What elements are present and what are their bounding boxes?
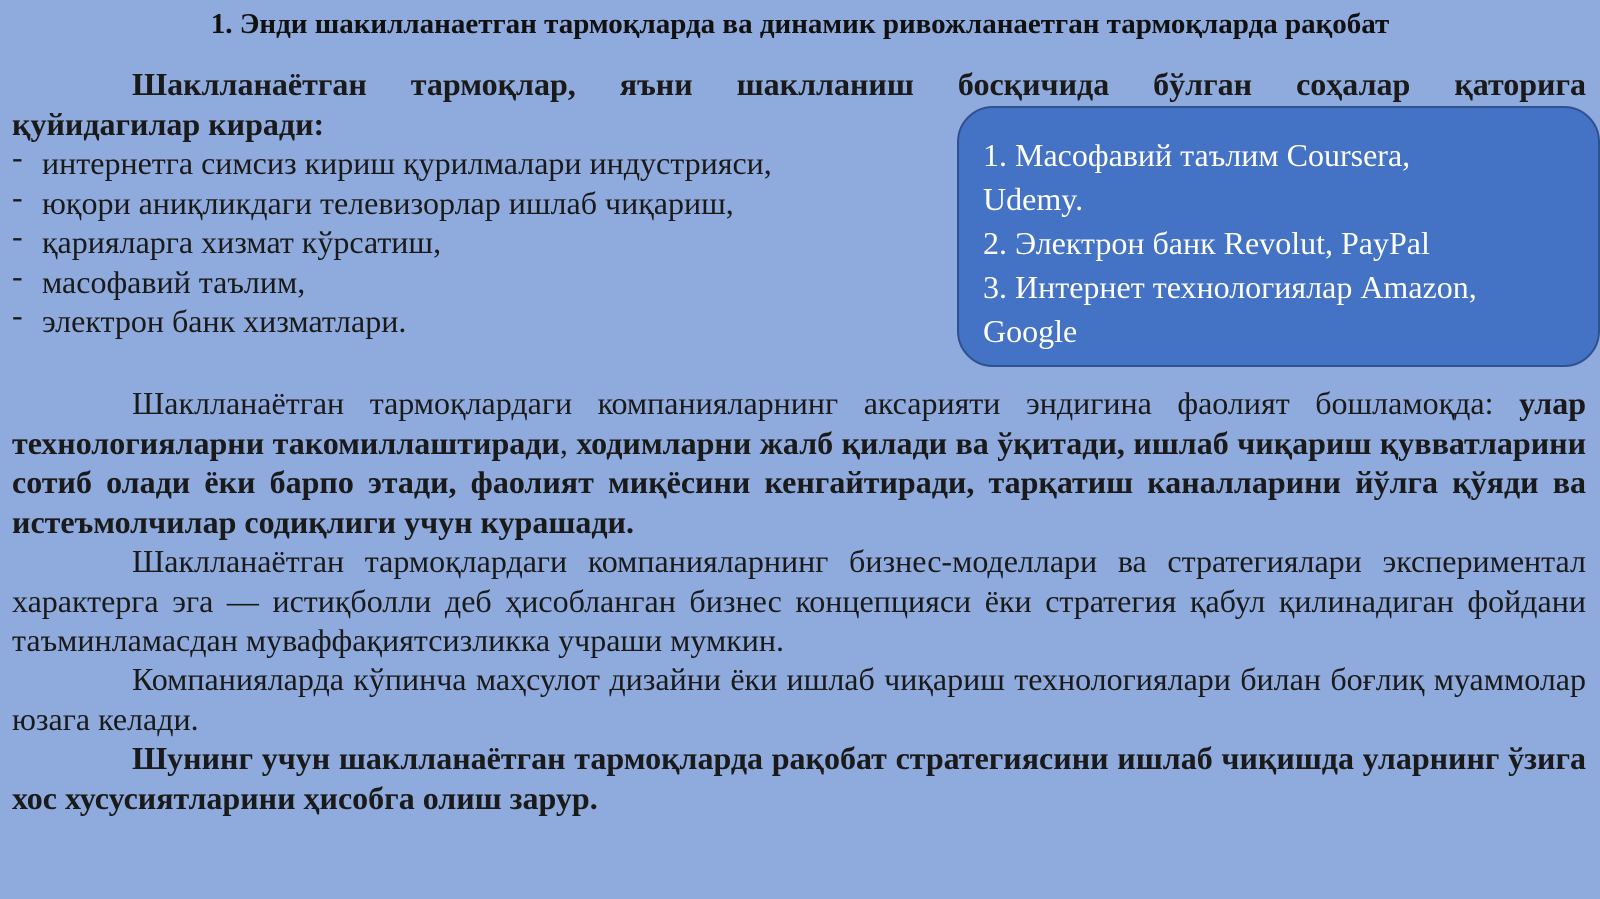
intro-line-1: Шаклланаётган тармоқлар, яъни шаклланиш босқичида бўлган соҳалар қаторига (132, 66, 1586, 102)
paragraph-startups (12, 384, 1586, 542)
dash-bullet: - (12, 178, 23, 215)
list-item: - интернетга симсиз кириш қурилмалари индустрияси, (12, 139, 772, 181)
list-item: - қарияларга хизмат кўрсатиш, (12, 218, 442, 260)
list-item: - масофавий таълим, (12, 257, 306, 300)
callout-line: Google (983, 313, 1078, 349)
callout-line: Udemy. (983, 181, 1084, 217)
paragraph-conclusion (12, 739, 1586, 818)
intro-line-2: қуйидагилар киради: (12, 106, 325, 142)
dash-bullet: - (12, 257, 23, 294)
para1-bold-b: ходимларни жалб қилади ва ўқитади, ишлаб чиқариш қувватларини сотиб олади ёки барпо этади, фаолият миқёсини кенгайтиради, тарқатиш каналларини йўлга қўяди ва истеъмолчилар содиқлиги учун курашади. (12, 424, 1587, 540)
slide-title: 1. Энди шакилланаетган тармоқларда ва динамик ривожланаетган тармоқларда рақобат (210, 8, 1390, 40)
para2-text: Шаклланаётган тармоқлардаги компанияларнинг бизнес-моделлари ва стратегиялари экспериментал характерга эга — истиқболли деб ҳисобланган бизнес концепцияси ёки стратегия қабул қилинадиган фойдани таъминламасдан муваффақиятсизликка учраши мумкин. (12, 543, 1586, 658)
list-item: - юқори аниқликдаги телевизорлар ишлаб чиқариш, (12, 178, 734, 221)
callout-line: 3. Интернет технологиялар Amazon, (983, 269, 1477, 305)
industry-list (12, 139, 912, 342)
paragraph-business-models (12, 542, 1586, 661)
para1-bold-a: улар технологияларни такомиллаштиради (12, 385, 1587, 461)
dash-bullet: - (12, 297, 23, 333)
paragraph-problems (12, 660, 1586, 739)
dash-bullet: - (12, 218, 23, 254)
list-item: - электрон банк хизматлари. (12, 297, 407, 339)
para3-text: Компанияларда кўпинча маҳсулот дизайни ёки ишлаб чиқариш технологиялари билан боғлиқ муаммолар юзага келади. (12, 661, 1586, 737)
dash-bullet: - (12, 139, 23, 175)
examples-callout (957, 106, 1600, 367)
callout-line: 1. Масофавий таълим Coursera, (983, 137, 1411, 173)
para1-normal: Шаклланаётган тармоқлардаги компанияларнинг аксарияти эндигина фаолият бошламоқда: (132, 385, 1494, 421)
para4-text: Шунинг учун шаклланаётган тармоқларда рақобат стратегиясини ишлаб чиқишда уларнинг ўзига хос хусусиятларини ҳисобга олиш зарур. (12, 740, 1586, 816)
callout-line: 2. Электрон банк Revolut, PayPal (983, 225, 1430, 261)
para1-comma: , (559, 424, 568, 461)
